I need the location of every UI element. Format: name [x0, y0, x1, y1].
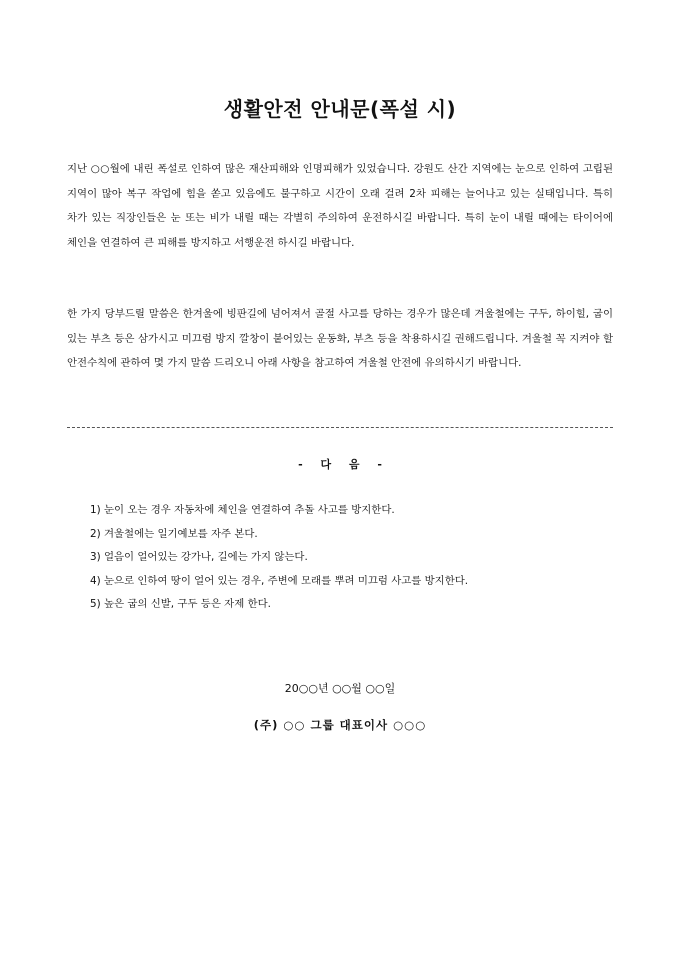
advice-paragraph: 한 가지 당부드릴 말씀은 한겨울에 빙판길에 넘어져서 골절 사고를 당하는 경우가 많은데 겨울철에는 구두, 하이힐, 굽이 있는 부츠 등은 삼가시고 미끄럼 방지 깔창이 붙어있는 운동화, 부츠 등을 착용하시길 권해드립니다. 겨울철 꼭 지켜야 할 안전수칙에 관하여 몇 가지 말씀 드리오니 아래 사항을 참고하여 겨울철 안전에 유의하시기 바랍니다. [67, 308, 613, 369]
list-item: 3) 얼음이 얼어있는 강가나, 길에는 가지 않는다. [90, 551, 308, 563]
signature: (주) ○○ 그룹 대표이사 ○○○ [253, 718, 427, 732]
list-item: 5) 높은 굽의 신발, 구두 등은 자제 한다. [90, 598, 271, 610]
intro-paragraph: 지난 ○○월에 내린 폭설로 인하여 많은 재산피해와 인명피해가 있었습니다. 강원도 산간 지역에는 눈으로 인하여 고립된 지역이 많아 복구 작업에 힘을 쏟고 있음에도 불구하고 시간이 오래 걸려 2차 피해는 늘어나고 있는 실태입니다. 특히 차가 있는 직장인들은 눈 또는 비가 내릴 때는 각별히 주의하여 운전하시길 바랍니다. 특히 눈이 내릴 때에는 타이어에 체인을 연결하여 큰 피해를 방지하고 서행운전 하시길 바랍니다. [67, 163, 613, 249]
document-date: 20○○년 ○○월 ○○일 [284, 682, 396, 695]
document-title: 생활안전 안내문(폭설 시) [223, 97, 457, 121]
notice-heading: - 다 음 - [298, 458, 382, 471]
safety-rules-list [90, 499, 610, 617]
dashed-divider [67, 427, 613, 428]
list-item: 2) 겨울철에는 일기예보를 자주 본다. [90, 527, 258, 540]
list-item: 4) 눈으로 인하여 땅이 얼어 있는 경우, 주변에 모래를 뿌려 미끄럼 사고를 방지한다. [90, 574, 469, 587]
list-item: 1) 눈이 오는 경우 자동차에 체인을 연결하여 추돌 사고를 방지한다. [90, 504, 395, 516]
